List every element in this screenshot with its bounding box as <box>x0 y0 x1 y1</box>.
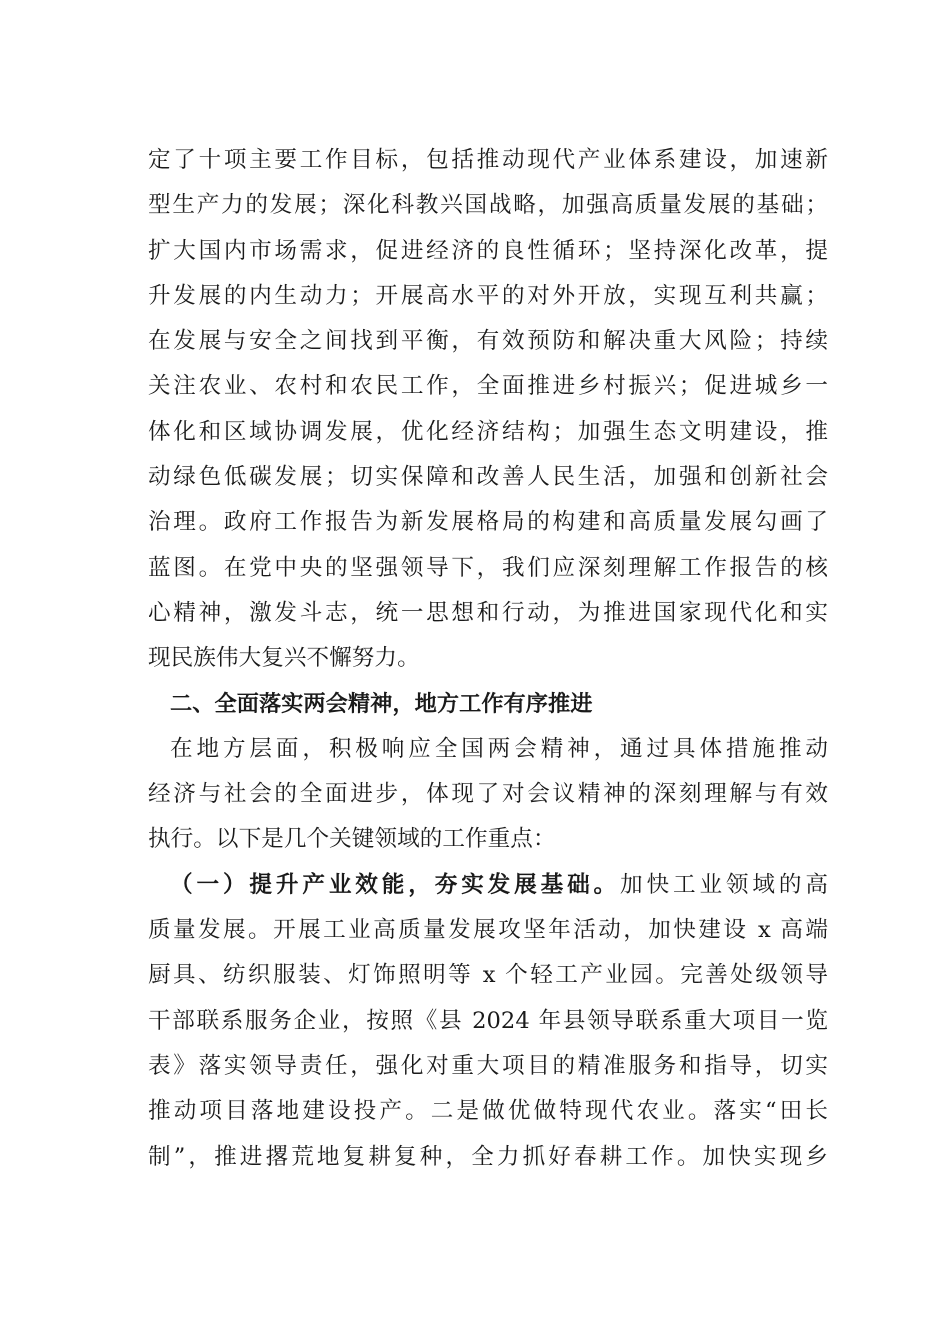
document-body <box>148 138 828 1180</box>
text-line: 厨具、纺织服装、灯饰照明等 x 个轻工产业园。完善处级领导 <box>148 962 828 989</box>
text-line: 干部联系服务企业，按照《县 2024 年县领导联系重大项目一览 <box>148 1007 828 1034</box>
text-line: 在发展与安全之间找到平衡，有效预防和解决重大风险；持续 <box>148 328 828 355</box>
text-line: 扩大国内市场需求，促进经济的良性循环；坚持深化改革，提 <box>148 237 828 264</box>
text-line: 关注农业、农村和农民工作，全面推进乡村振兴；促进城乡一 <box>148 373 828 400</box>
text-line: 推动项目落地建设投产。二是做优做特现代农业。落实“田长 <box>148 1098 828 1125</box>
text-line: 经济与社会的全面进步，体现了对会议精神的深刻理解与有效 <box>148 781 828 808</box>
text-line: 执行。以下是几个关键领域的工作重点： <box>148 826 556 853</box>
section-heading: 二、全面落实两会精神，地方工作有序推进 <box>170 690 593 717</box>
subsection-heading: （一）提升产业效能，夯实发展基础。 <box>170 871 621 898</box>
text-line: 现民族伟大复兴不懈努力。 <box>148 645 420 672</box>
text-line: 升发展的内生动力；开展高水平的对外开放，实现互利共赢； <box>148 282 828 309</box>
text-line: 型生产力的发展；深化科教兴国战略，加强高质量发展的基础； <box>148 192 828 219</box>
paragraph-1 <box>148 138 828 682</box>
text-line: 动绿色低碳发展；切实保障和改善人民生活，加强和创新社会 <box>148 464 828 491</box>
text-line <box>148 863 828 908</box>
text-line: 制”，推进撂荒地复耕复种，全力抓好春耕工作。加快实现乡 <box>148 1143 828 1170</box>
text-line: 表》落实领导责任，强化对重大项目的精准服务和指导，切实 <box>148 1052 828 1079</box>
text-line: 蓝图。在党中央的坚强领导下，我们应深刻理解工作报告的核 <box>148 554 828 581</box>
text-line: 定了十项主要工作目标，包括推动现代产业体系建设，加速新 <box>148 147 828 173</box>
paragraph-2 <box>148 727 828 863</box>
text-line: 在地方层面，积极响应全国两会精神，通过具体措施推动 <box>170 735 828 762</box>
text-line: 体化和区域协调发展，优化经济结构；加强生态文明建设，推 <box>148 418 828 445</box>
text-line: 治理。政府工作报告为新发展格局的构建和高质量发展勾画了 <box>148 509 828 536</box>
text-line: 质量发展。开展工业高质量发展攻坚年活动，加快建设 x 高端 <box>148 917 828 944</box>
text-line: 心精神，激发斗志，统一思想和行动，为推进国家现代化和实 <box>148 599 828 626</box>
subsection-text: 加快工业领域的高 <box>620 871 828 898</box>
paragraph-3 <box>148 863 828 1180</box>
